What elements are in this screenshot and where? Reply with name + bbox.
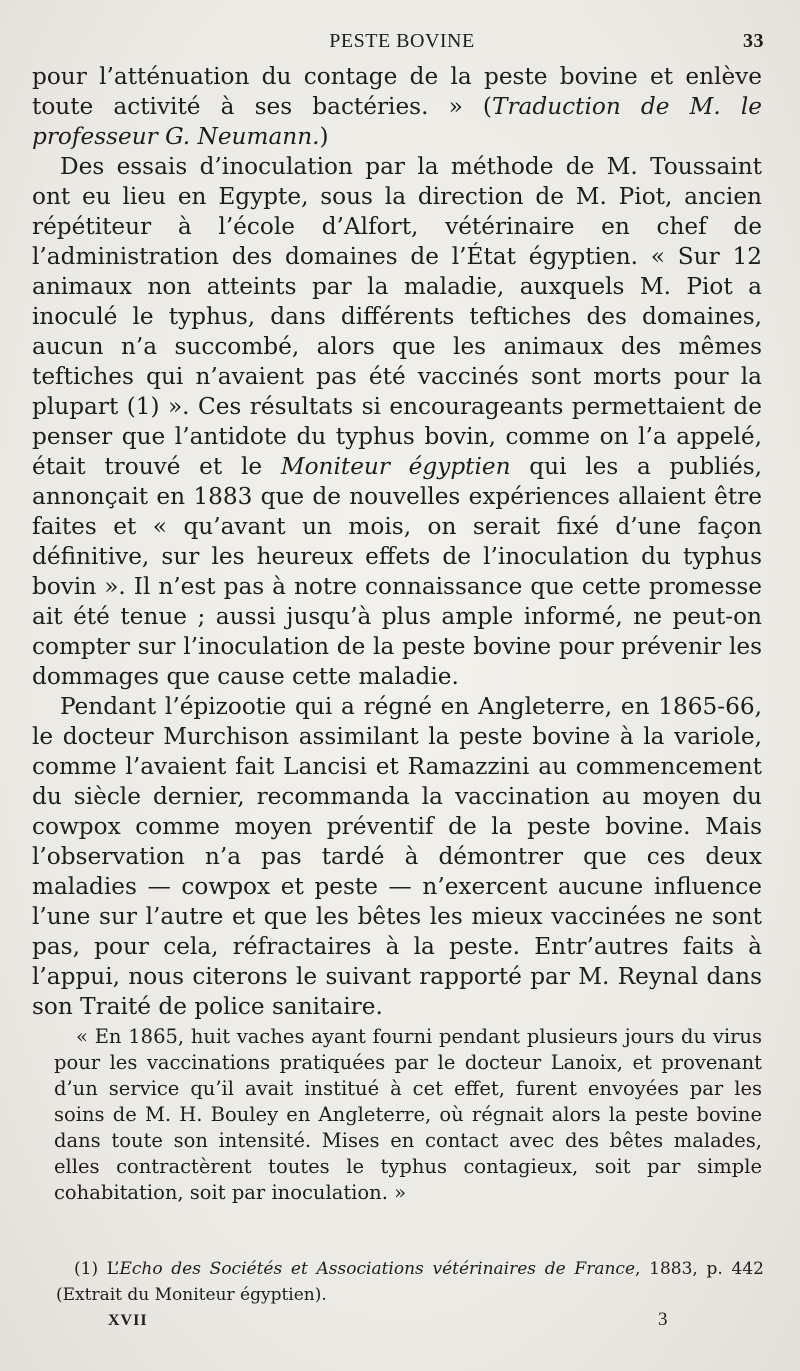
block-quote	[54, 1024, 762, 1206]
sheet-number: 3	[658, 1309, 668, 1330]
running-header	[40, 30, 764, 60]
footnote	[56, 1256, 764, 1308]
paragraph-egypt-trials	[32, 152, 762, 692]
footnote-marker: (1) L’	[74, 1259, 120, 1279]
text-run: pour l’atténuation du contage de la peste bovine et enlève toute activité à ses bactéries. » (	[32, 63, 762, 120]
italic-run: Traduction de M. le professeur G. Neumann.	[32, 93, 762, 150]
page-number: 33	[743, 30, 764, 52]
italic-run: Moniteur égyptien	[280, 453, 511, 480]
text-run: )	[319, 123, 329, 150]
footnote-text: , 1883, p. 442 (Extrait du Moniteur égyptien).	[56, 1259, 764, 1305]
running-title: PESTE BOVINE	[329, 30, 475, 52]
text-run: Des essais d’inoculation par la méthode de M. Toussaint ont eu lieu en Egypte, sous la direction de M. Piot, ancien répétiteur à l’école d’Alfort, vétérinaire en chef de l’administration des domaines de l’État égyptien. « Sur 12 animaux non atteints par la maladie, auxquels M. Piot a inoculé le typhus, dans différents teftiches des domaines, aucun n’a succombé, alors que les animaux des mêmes teftiches qui n’avaient pas été vaccinés sont morts pour la plupart (1) ». Ces résultats si encourageants permettaient de penser que l’antidote du typhus bovin, comme on l’a appelé, était trouvé et le	[32, 153, 762, 480]
quote-text: « En 1865, huit vaches ayant fourni pendant plusieurs jours du virus pour les vaccinations pratiquées par le docteur Lanoix, et provenant d’un service qu’il avait institué à cet effet, furent envoyées par les soins de M. H. Bouley en Angleterre, où régnait alors la peste bovine dans toute son intensité. Mises en contact avec des bêtes malades, elles contractèrent toutes le typhus contagieux, soit par simple cohabitation, soit par inoculation. »	[54, 1025, 762, 1204]
footnote-italic: Echo des Sociétés et Associations vétérinaires de France	[119, 1259, 636, 1279]
paragraph-england-epizootic	[32, 692, 762, 1022]
text-run: qui les a publiés, annonçait en 1883 que de nouvelles expériences allaient être faites et « qu’avant un mois, on serait fixé d’une façon définitive, sur les heureux effets de l’inoculation du typhus bovin ». Il n’est pas à notre connaissance que cette promesse ait été tenue ; aussi jusqu’à plus ample informé, ne peut-on compter sur l’inoculation de la peste bovine pour prévenir les dommages que cause cette maladie.	[32, 453, 762, 690]
main-text	[32, 62, 762, 1022]
paragraph-continuation	[32, 62, 762, 152]
signature-mark: XVII	[108, 1312, 148, 1329]
text-run: Pendant l’épizootie qui a régné en Angleterre, en 1865-66, le docteur Murchison assimilant la peste bovine à la variole, comme l’avaient fait Lancisi et Ramazzini au commencement du siècle dernier, recommanda la vaccination au moyen du cowpox comme moyen préventif de la peste bovine. Mais l’observation n’a pas tardé à démontrer que ces deux maladies — cowpox et peste — n’exercent aucune influence l’une sur l’autre et que les bêtes les mieux vaccinées ne sont pas, pour cela, réfractaires à la peste. Entr’autres faits à l’appui, nous citerons le suivant rapporté par M. Reynal dans son Traité de police sanitaire.	[32, 693, 762, 1020]
